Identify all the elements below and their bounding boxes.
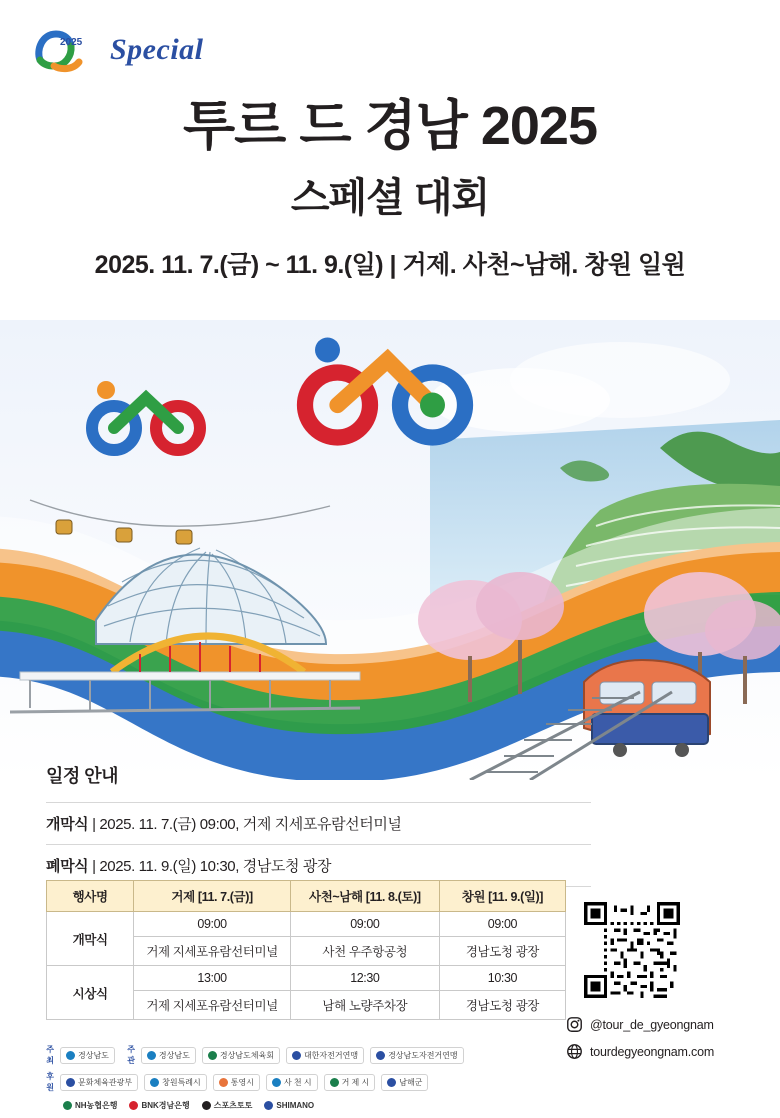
th-event-name: 행사명 [47, 881, 134, 912]
contact-links [566, 1016, 766, 1070]
row-name-award: 시상식 [47, 966, 134, 1020]
sponsor-logo [266, 1074, 318, 1091]
sponsor-name: 남해군 [399, 1077, 423, 1087]
sponsor-name: NH농협은행 [75, 1101, 118, 1110]
row-name-opening: 개막식 [47, 912, 134, 966]
sponsor-name: 대한자전거연맹 [303, 1050, 359, 1060]
closing-ceremony-line: 폐막식 | 2025. 11. 9.(일) 10:30, 경남도청 광장 [46, 858, 332, 875]
table-row [47, 912, 566, 937]
sponsor-logo [261, 1099, 317, 1112]
sponsor-name: 통영시 [230, 1077, 254, 1087]
website-row[interactable] [566, 1043, 766, 1060]
th-changwon: 창원 [11. 9.(일)] [439, 881, 565, 912]
sponsor-logo [60, 1074, 138, 1091]
svg-text:2025: 2025 [60, 37, 83, 48]
sponsor-name: 경상남도체육회 [219, 1050, 274, 1060]
cell-venue: 거제 지세포유람선터미널 [134, 991, 291, 1020]
sponsor-logo [381, 1074, 428, 1091]
schedule-heading: 일정 안내 [46, 766, 119, 786]
sponsor-row-partners [40, 1098, 540, 1113]
cell-time: 09:00 [439, 912, 565, 937]
sponsor-name: 경상남도 [158, 1050, 190, 1060]
gyeongnam-2025-logo-icon [34, 26, 98, 74]
sponsor-name: SHIMANO [276, 1101, 315, 1110]
sponsor-logo [60, 1098, 120, 1113]
sponsor-logo [144, 1074, 207, 1091]
sponsor-row-support [40, 1071, 540, 1093]
sponsor-logo [286, 1047, 364, 1064]
sponsor-name: 스포츠토토 [213, 1101, 253, 1110]
cell-time: 09:00 [134, 912, 291, 937]
sponsor-logo [60, 1047, 115, 1064]
cell-time: 13:00 [134, 966, 291, 991]
page-subtitle: 스페셜 대회 [290, 176, 490, 221]
sponsor-logo [199, 1098, 256, 1113]
sponsor-logo [141, 1047, 196, 1064]
globe-icon [566, 1043, 583, 1060]
th-sacheon-namhae: 사천~남해 [11. 8.(토)] [290, 881, 439, 912]
special-wordmark: Special [110, 33, 204, 66]
brand-logo [34, 26, 204, 74]
cell-venue: 경남도청 광장 [439, 991, 565, 1020]
sponsor-logo [202, 1047, 280, 1064]
schedule-section [46, 762, 606, 897]
cell-time: 12:30 [290, 966, 439, 991]
closing-label: 폐막식 [46, 858, 89, 875]
cell-venue: 사천 우주항공청 [290, 937, 439, 966]
sponsor-name: BNK경남은행 [141, 1101, 190, 1110]
page-title: 투르 드 경남 2025 [183, 96, 597, 156]
qr-code[interactable] [584, 902, 680, 998]
table-header-row [47, 881, 566, 912]
opening-ceremony-line: 개막식 | 2025. 11. 7.(금) 09:00, 거제 지세포유람선터미널 [46, 816, 402, 833]
opening-text: 2025. 11. 7.(금) 09:00, 거제 지세포유람선터미널 [99, 816, 402, 833]
th-geoje: 거제 [11. 7.(금)] [134, 881, 291, 912]
instagram-icon [566, 1016, 583, 1033]
sponsor-strip [40, 1044, 540, 1118]
table-row [47, 966, 566, 991]
cell-time: 10:30 [439, 966, 565, 991]
divider-mid [46, 844, 591, 845]
cell-venue: 거제 지세포유람선터미널 [134, 937, 291, 966]
sponsor-name: 경상남도 [78, 1050, 109, 1060]
sponsor-label-support: 후원 [46, 1072, 54, 1092]
opening-label: 개막식 [46, 816, 89, 833]
instagram-row[interactable] [566, 1016, 766, 1033]
sponsor-logo [370, 1047, 464, 1064]
poster-illustration [0, 320, 780, 780]
instagram-handle: @tour_de_gyeongnam [590, 1017, 714, 1032]
sponsor-name: 경상남도자전거연맹 [388, 1050, 458, 1060]
cell-venue: 남해 노량주차장 [290, 991, 439, 1020]
sponsor-name: 사 천 시 [283, 1077, 312, 1087]
event-schedule-table [46, 880, 566, 1020]
sponsor-name: 창원특례시 [162, 1077, 201, 1087]
divider-top [46, 802, 591, 803]
cell-venue: 경남도청 광장 [439, 937, 565, 966]
sponsor-name: 문화체육관광부 [78, 1077, 133, 1087]
sponsor-name: 거 제 시 [341, 1077, 370, 1087]
sponsor-label-host: 주최 [46, 1045, 54, 1065]
sponsor-row-host [40, 1044, 540, 1066]
event-date-line: 2025. 11. 7.(금) ~ 11. 9.(일) | 거제. 사천~남해. 창원 일원 [94, 251, 686, 280]
title-block [0, 96, 780, 281]
sponsor-logo [324, 1074, 376, 1091]
sponsor-label-organizer: 주관 [127, 1045, 135, 1065]
sponsor-logo [213, 1074, 260, 1091]
closing-text: 2025. 11. 9.(일) 10:30, 경남도청 광장 [99, 858, 332, 875]
website-url: tourdegyeongnam.com [590, 1044, 715, 1059]
cell-time: 09:00 [290, 912, 439, 937]
sponsor-logo [126, 1098, 192, 1113]
